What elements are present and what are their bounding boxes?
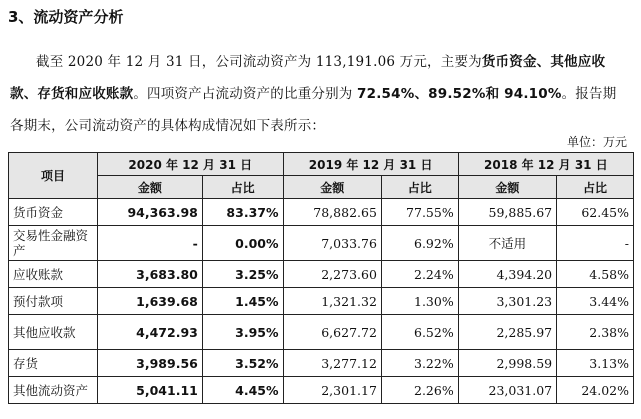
ratio-2019: 6.92% xyxy=(381,226,458,261)
row-item: 预付款项 xyxy=(9,288,98,315)
table-row xyxy=(9,288,634,315)
para-text-2: 。四项资产占流动资产的比重分别为 xyxy=(133,86,358,102)
amount-2018: 3,301.23 xyxy=(458,288,556,315)
amount-2018: 59,885.67 xyxy=(458,199,556,226)
row-item: 交易性金融资产 xyxy=(9,226,98,261)
amount-2019: 1,321.32 xyxy=(283,288,381,315)
row-item: 货币资金 xyxy=(9,199,98,226)
table-row xyxy=(9,199,634,226)
table-row xyxy=(9,226,634,261)
ratio-2019: 3.22% xyxy=(381,350,458,377)
item-header: 项目 xyxy=(9,153,98,199)
period-header-2018: 2018 年 12 月 31 日 xyxy=(458,153,633,176)
ratio-header: 占比 xyxy=(557,176,634,199)
ratio-2018: 3.13% xyxy=(557,350,634,377)
row-item: 应收账款 xyxy=(9,261,98,288)
unit-label: 单位：万元 xyxy=(566,135,627,149)
table-row xyxy=(9,350,634,377)
ratio-2018: 4.58% xyxy=(557,261,634,288)
ratio-2019: 2.24% xyxy=(381,261,458,288)
row-item: 其他流动资产 xyxy=(9,377,98,404)
ratio-2018: 3.44% xyxy=(557,288,634,315)
amount-2019: 6,627.72 xyxy=(283,315,381,350)
period-header-2019: 2019 年 12 月 31 日 xyxy=(283,153,458,176)
ratio-2019: 1.30% xyxy=(381,288,458,315)
amount-header: 金额 xyxy=(283,176,381,199)
ratio-2020: 4.45% xyxy=(202,377,283,404)
table-subheader-row xyxy=(9,176,634,199)
amount-2018: 4,394.20 xyxy=(458,261,556,288)
ratio-2018: - xyxy=(557,226,634,261)
table-row xyxy=(9,315,634,350)
ratio-2019: 6.52% xyxy=(381,315,458,350)
amount-2020: 5,041.11 xyxy=(98,377,203,404)
ratio-2018: 62.45% xyxy=(557,199,634,226)
para-text-1: 截至 2020 年 12 月 31 日，公司流动资产为 113,191.06 万元，主要为 xyxy=(36,54,482,70)
body-paragraph xyxy=(10,46,630,142)
amount-2018: 23,031.07 xyxy=(458,377,556,404)
amount-2019: 78,882.65 xyxy=(283,199,381,226)
amount-2019: 7,033.76 xyxy=(283,226,381,261)
table-header-row xyxy=(9,153,634,176)
amount-2020: 94,363.98 xyxy=(98,199,203,226)
amount-2019: 3,277.12 xyxy=(283,350,381,377)
row-item: 存货 xyxy=(9,350,98,377)
amount-2018: 2,998.59 xyxy=(458,350,556,377)
ratio-2018: 2.38% xyxy=(557,315,634,350)
ratio-header: 占比 xyxy=(202,176,283,199)
amount-header: 金额 xyxy=(98,176,203,199)
amount-2020: 1,639.68 xyxy=(98,288,203,315)
ratio-2020: 3.95% xyxy=(202,315,283,350)
ratio-2019: 2.26% xyxy=(381,377,458,404)
ratio-2020: 83.37% xyxy=(202,199,283,226)
amount-2018: 2,285.97 xyxy=(458,315,556,350)
ratio-header: 占比 xyxy=(381,176,458,199)
amount-2020: 4,472.93 xyxy=(98,315,203,350)
row-item: 其他应收款 xyxy=(9,315,98,350)
ratio-2020: 3.25% xyxy=(202,261,283,288)
amount-2020: - xyxy=(98,226,203,261)
current-assets-table xyxy=(8,152,634,404)
table-row xyxy=(9,377,634,404)
ratio-2020: 0.00% xyxy=(202,226,283,261)
table-row xyxy=(9,261,634,288)
ratio-2020: 1.45% xyxy=(202,288,283,315)
amount-2019: 2,273.60 xyxy=(283,261,381,288)
amount-header: 金额 xyxy=(458,176,556,199)
para-text-3: 。报告期各期末，公司流动资产的具体构成情况如下表所示： xyxy=(10,86,617,134)
section-heading: 3、流动资产分析 xyxy=(8,8,124,26)
ratio-2020: 3.52% xyxy=(202,350,283,377)
amount-2020: 3,683.80 xyxy=(98,261,203,288)
amount-2018: 不适用 xyxy=(458,226,556,261)
para-bold-2: 72.54%、89.52%和 94.10% xyxy=(357,86,562,102)
period-header-2020: 2020 年 12 月 31 日 xyxy=(98,153,284,176)
ratio-2018: 24.02% xyxy=(557,377,634,404)
amount-2020: 3,989.56 xyxy=(98,350,203,377)
para-bold-1: 货币资金、其他应收款、存货和应收账款 xyxy=(10,54,606,102)
ratio-2019: 77.55% xyxy=(381,199,458,226)
amount-2019: 2,301.17 xyxy=(283,377,381,404)
